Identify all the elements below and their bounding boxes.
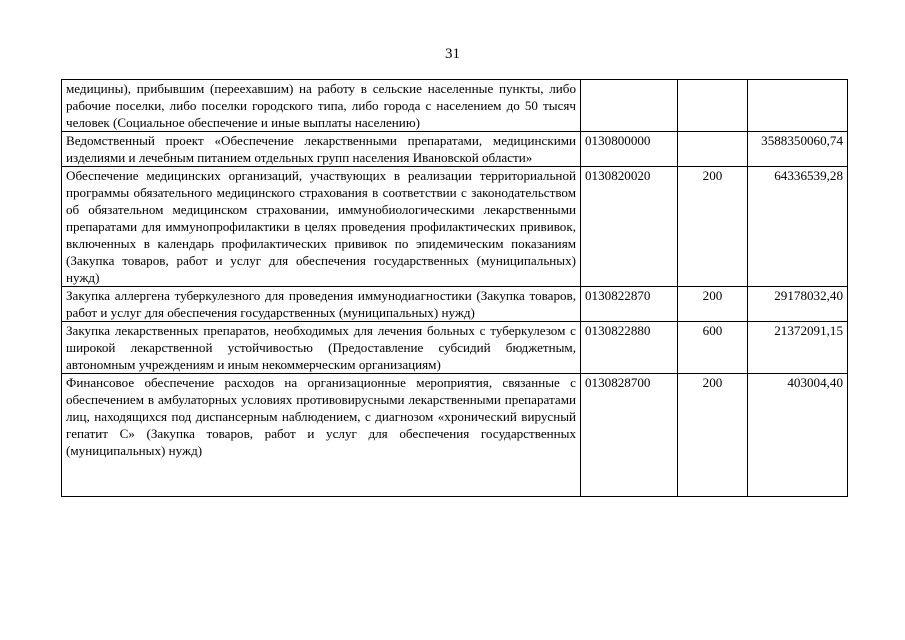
row-description: Закупка лекарственных препаратов, необходимых для лечения больных с туберкулезом с широкой лекарственной устойчивостью (Предоставление субсидий бюджетным, автономным учреждениям и иным некоммерческим организациям) xyxy=(62,322,581,374)
row-amount xyxy=(748,80,848,132)
row-expense-type: 200 xyxy=(678,167,748,287)
row-amount: 29178032,40 xyxy=(748,287,848,322)
row-description: Закупка аллергена туберкулезного для проведения иммунодиагностики (Закупка товаров, работ и услуг для обеспечения государственных (муниципальных) нужд) xyxy=(62,287,581,322)
row-target-code: 0130828700 xyxy=(581,374,678,497)
table-row xyxy=(62,80,848,132)
table-row xyxy=(62,287,848,322)
row-amount: 64336539,28 xyxy=(748,167,848,287)
budget-table xyxy=(61,79,848,497)
table-row xyxy=(62,132,848,167)
table-row xyxy=(62,167,848,287)
row-expense-type xyxy=(678,132,748,167)
row-expense-type: 200 xyxy=(678,374,748,497)
row-amount: 403004,40 xyxy=(748,374,848,497)
row-target-code: 0130822880 xyxy=(581,322,678,374)
page-number: 31 xyxy=(445,46,460,62)
row-description: Ведомственный проект «Обеспечение лекарственными препаратами, медицинскими изделиями и лечебным питанием отдельных групп населения Ивановской области» xyxy=(62,132,581,167)
row-description: медицины), прибывшим (переехавшим) на работу в сельские населенные пункты, либо рабочие поселки, либо поселки городского типа, либо города с населением до 50 тысяч человек (Социальное обеспечение и иные выплаты населению) xyxy=(62,80,581,132)
row-amount: 21372091,15 xyxy=(748,322,848,374)
row-target-code: 0130800000 xyxy=(581,132,678,167)
row-expense-type: 600 xyxy=(678,322,748,374)
row-expense-type xyxy=(678,80,748,132)
row-target-code: 0130822870 xyxy=(581,287,678,322)
row-expense-type: 200 xyxy=(678,287,748,322)
table-row xyxy=(62,374,848,497)
row-description: Финансовое обеспечение расходов на организационные мероприятия, связанные с обеспечением в амбулаторных условиях противовирусными лекарственными препаратами лиц, находящихся под диспансерным наблюдением, с диагнозом «хронический вирусный гепатит С» (Закупка товаров, работ и услуг для обеспечения государственных (муниципальных) нужд) xyxy=(62,374,581,497)
row-target-code xyxy=(581,80,678,132)
row-target-code: 0130820020 xyxy=(581,167,678,287)
table-row xyxy=(62,322,848,374)
row-description: Обеспечение медицинских организаций, участвующих в реализации территориальной программы обязательного медицинского страхования в соответствии с законодательством об обязательном медицинском страховании, иммунобиологическими лекарственными препаратами для иммунопрофилактики в целях проведения профилактических прививок, включенных в календарь профилактических прививок по эпидемическим показаниям (Закупка товаров, работ и услуг для обеспечения государственных (муниципальных) нужд) xyxy=(62,167,581,287)
row-amount: 3588350060,74 xyxy=(748,132,848,167)
